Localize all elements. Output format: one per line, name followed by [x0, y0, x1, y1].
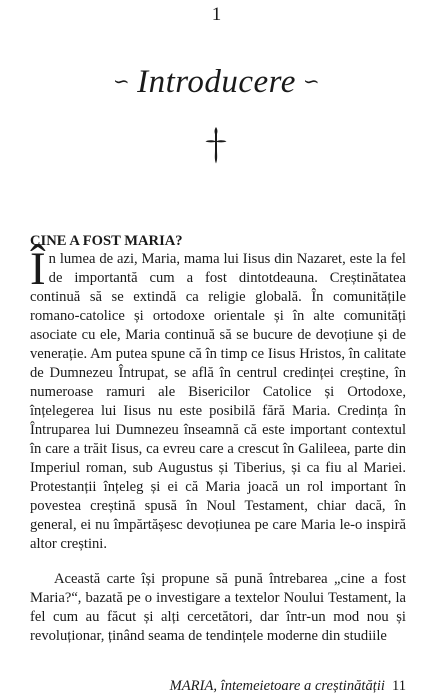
- paragraph-1: [30, 243, 406, 554]
- running-footer: [170, 677, 406, 695]
- ornament-left-icon: ∽: [112, 71, 131, 94]
- chapter-number: 1: [211, 4, 222, 25]
- page-number: 11: [391, 678, 406, 694]
- ornament-right-icon: ∽: [302, 71, 321, 94]
- chapter-title: Introducere: [137, 64, 296, 100]
- chapter-title-line: [0, 62, 433, 104]
- cross-icon: [204, 126, 228, 164]
- section-heading: CINE A FOST MARIA?: [30, 233, 183, 249]
- paragraph-2: Această carte își propune să pună întrebarea „cine a fost Maria?“, bazată pe o investigare a textelor Noului Testament, la fel cum au făcut și alți cercetători, dar într-un mod nou și revoluționar, ținând seama de tendințele moderne din studiile: [30, 571, 406, 644]
- paragraph-1-text: n lumea de azi, Maria, mama lui Iisus din Nazaret, este la fel de importantă cum a fost dintotdeauna. Creștinătatea continuă să se extindă ca religie globală. În comunitățile romano-catolice și ortodoxe orientale și în alte comunități asociate cu ele, Maria continuă să se bucure de devoțiune și de venerație. Am putea spune că în timp ce Iisus Hristos, în calitate de Dumnezeu Întrupat, se află în centrul credinței creștine, în numeroase ramuri ale Bisericilor Catolice și Ortodoxe, înțelegerea lui Iisus nu este posibilă fără Maria. Credința în Întruparea lui Dumnezeu înseamnă că este important contextul în care a trăit Iisus, ca evreu care a crescut în Galileea, parte din Imperiul roman, sub Augustus și Tiberius, și ca fiu al Mariei. Protestanții înțeleg și ei că Maria joacă un rol important în povestea creștină spusă în Noul Testament, chiar dacă, în general, ei nu împărtășesc devoțiunea pe care Maria le-o inspiră altor creștini.: [30, 251, 406, 552]
- running-title: MARIA, întemeietoare a creștinătății: [169, 678, 385, 694]
- drop-cap: Î: [30, 243, 46, 295]
